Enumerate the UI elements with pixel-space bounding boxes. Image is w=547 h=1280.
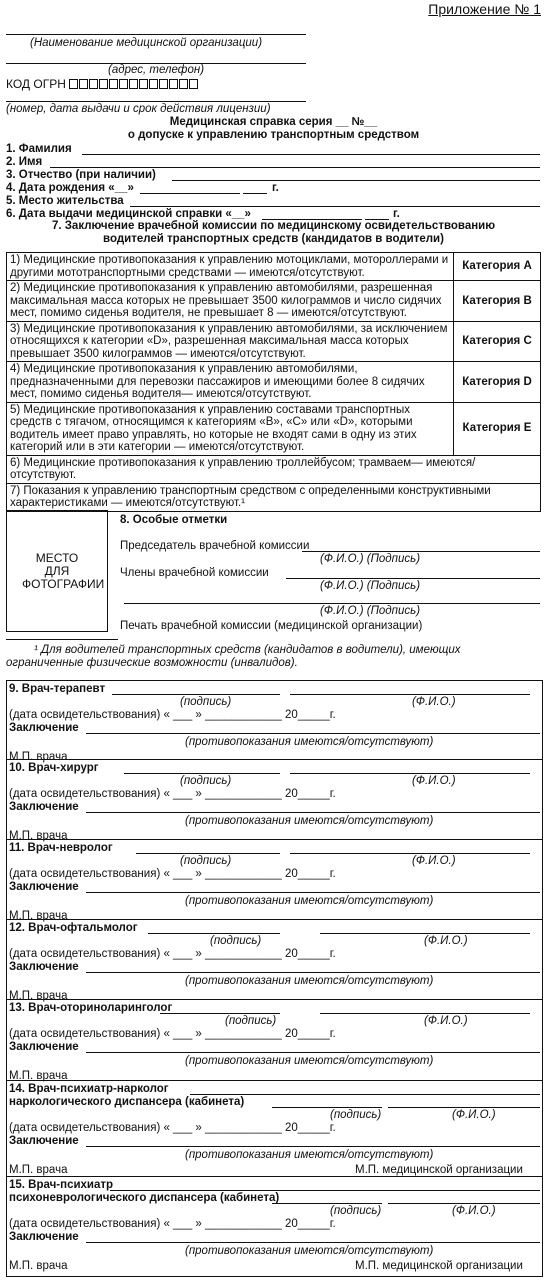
mp-organization: М.П. медицинской организации	[355, 1164, 523, 1176]
ogrn-label: КОД ОГРН	[6, 77, 66, 91]
mp-doctor: М.П. врача	[9, 1260, 68, 1272]
field-label: 6. Дата выдачи медицинской справки «__»	[6, 208, 251, 220]
org-name-line	[6, 34, 306, 35]
ogrn-digit-box[interactable]	[89, 79, 98, 89]
chair-caption: (Ф.И.О.) (Подпись)	[320, 553, 421, 565]
category-text: 5) Медицинские противопоказания к управлению составами транспортных средств с тягачом, относящимся к категориям «B», «C» или «D», которыми водитель имеет право управлять, но которые не входят сами в одну из этих категорий или в эти категории — имеются/отсутствуют.	[7, 402, 454, 455]
field-suffix: г.	[393, 208, 400, 220]
category-row	[7, 402, 541, 455]
category-text: 7) Показания к управлению транспортным средством с определенными конструктивными характеристиками — имеются/отсутствуют.¹	[7, 483, 541, 511]
members-line-1	[286, 578, 540, 579]
conclusion-line[interactable]	[86, 812, 540, 813]
doctor-title: 14. Врач-психиатр-нарколог	[9, 1083, 169, 1095]
exam-date: (дата освидетельствования) « ___ » ____________ 20_____г.	[9, 948, 336, 960]
conclusion-label: Заключение	[9, 881, 79, 893]
field-input-line[interactable]	[50, 167, 540, 168]
appendix-label: Приложение № 1	[428, 1, 541, 17]
category-text: 6) Медицинские противопоказания к управлению троллейбусом; трамваем— имеются/отсутствуют.	[7, 455, 541, 483]
conclusion-label: Заключение	[9, 1135, 79, 1147]
category-text: 1) Медицинские противопоказания к управлению мотоциклами, мотороллерами и другими мототранспортными средствами — имеются/отсутствуют.	[7, 253, 454, 281]
doctor-fio-line[interactable]	[388, 1107, 540, 1108]
ogrn-digit-box[interactable]	[109, 79, 118, 89]
field-input-line[interactable]	[172, 180, 540, 181]
signature-caption: (подпись)	[180, 775, 232, 787]
field-label: 5. Место жительства	[6, 195, 124, 207]
contra-caption: (противопоказания имеются/отсутствуют)	[185, 1149, 434, 1161]
doctor-signature-line[interactable]	[124, 773, 280, 774]
signature-caption: (подпись)	[330, 1205, 382, 1217]
signature-caption: (подпись)	[225, 1015, 277, 1027]
members-caption-1: (Ф.И.О.) (Подпись)	[320, 580, 421, 592]
ogrn-digit-box[interactable]	[69, 79, 78, 89]
footnote-rule	[6, 639, 118, 640]
doctor-subtitle: психоневрологического диспансера (кабинета)	[9, 1192, 280, 1204]
contra-caption: (противопоказания имеются/отсутствуют)	[185, 1245, 434, 1257]
doctor-subtitle: наркологического диспансера (кабинета)	[9, 1096, 245, 1108]
mp-organization: М.П. медицинской организации	[355, 1260, 523, 1272]
mp-doctor: М.П. врача	[9, 910, 68, 922]
category-label: Категория B	[454, 281, 541, 322]
members-line-2	[124, 603, 540, 604]
chair-line	[302, 551, 540, 552]
fio-caption: (Ф.И.О.)	[412, 775, 456, 787]
category-row	[7, 281, 541, 322]
conclusion-line[interactable]	[86, 892, 540, 893]
ogrn-digit-box[interactable]	[129, 79, 138, 89]
section8-title: 8. Особые отметки	[120, 514, 228, 526]
doctor-fio-line[interactable]	[388, 1203, 540, 1204]
conclusion-label: Заключение	[9, 722, 79, 734]
fio-caption: (Ф.И.О.)	[412, 696, 456, 708]
field-label: 4. Дата рождения «__»	[6, 182, 134, 194]
contra-caption: (противопоказания имеются/отсутствуют)	[185, 1055, 434, 1067]
category-text: 3) Медицинские противопоказания к управлению автомобилями, за исключением относящихся к категории «D», разрешенная максимальная масса которых превышает 3500 килограммов — имеются/отсутствуют.	[7, 321, 454, 362]
license-line	[6, 101, 306, 102]
category-row	[7, 321, 541, 362]
conclusion-line[interactable]	[86, 1242, 540, 1243]
doctor-title-line[interactable]	[110, 1190, 540, 1191]
certificate-subtitle: о допуске к управлению транспортным средством	[127, 129, 420, 141]
photo-placeholder: МЕСТО ДЛЯ ФОТОГРАФИИ	[6, 510, 108, 632]
fio-caption: (Ф.И.О.)	[452, 1109, 496, 1121]
fio-caption: (Ф.И.О.)	[424, 935, 468, 947]
doctor-signature-line[interactable]	[160, 1013, 280, 1014]
exam-date: (дата освидетельствования) « ___ » ____________ 20_____г.	[9, 1122, 336, 1134]
doctor-fio-line[interactable]	[320, 933, 530, 934]
contra-caption: (противопоказания имеются/отсутствуют)	[185, 895, 434, 907]
category-row	[7, 483, 541, 511]
contra-caption: (противопоказания имеются/отсутствуют)	[185, 736, 434, 748]
exam-date: (дата освидетельствования) « ___ » ____________ 20_____г.	[9, 1028, 336, 1040]
conclusion-line[interactable]	[86, 1052, 540, 1053]
license-caption: (номер, дата выдачи и срок действия лицензии)	[6, 103, 271, 115]
doctor-signature-line[interactable]	[112, 694, 280, 695]
fio-caption: (Ф.И.О.)	[452, 1205, 496, 1217]
category-row	[7, 362, 541, 403]
exam-date: (дата освидетельствования) « ___ » ____________ 20_____г.	[9, 709, 336, 721]
category-label: Категория D	[454, 362, 541, 403]
category-label: Категория A	[454, 253, 541, 281]
address-caption: (адрес, телефон)	[108, 64, 205, 76]
field-label: 1. Фамилия	[6, 143, 72, 155]
signature-caption: (подпись)	[330, 1109, 382, 1121]
categories-table	[6, 252, 541, 512]
exam-date: (дата освидетельствования) « ___ » ____________ 20_____г.	[9, 1218, 336, 1230]
field-input-line[interactable]	[82, 154, 540, 155]
category-row	[7, 253, 541, 281]
exam-date: (дата освидетельствования) « ___ » ____________ 20_____г.	[9, 788, 336, 800]
ogrn-digit-box[interactable]	[169, 79, 178, 89]
category-label: Категория E	[454, 402, 541, 455]
ogrn-digit-box[interactable]	[79, 79, 88, 89]
mp-doctor: М.П. врача	[9, 751, 68, 763]
ogrn-digit-box[interactable]	[99, 79, 108, 89]
doctor-title: 11. Врач-невролог	[9, 842, 113, 854]
mp-doctor: М.П. врача	[9, 1164, 68, 1176]
conclusion-line[interactable]	[86, 972, 540, 973]
contra-caption: (противопоказания имеются/отсутствуют)	[185, 975, 434, 987]
doctor-fio-line[interactable]	[290, 773, 530, 774]
conclusion-label: Заключение	[9, 1231, 79, 1243]
footnote: ¹ Для водителей транспортных средств (кандидатов в водители), имеющих ограниченные физические возможности (инвалидов).	[6, 644, 461, 669]
mp-doctor: М.П. врача	[9, 1070, 68, 1082]
mp-doctor: М.П. врача	[9, 990, 68, 1002]
contra-caption: (противопоказания имеются/отсутствуют)	[185, 815, 434, 827]
doctor-signature-line[interactable]	[272, 1107, 382, 1108]
chair-label: Председатель врачебной комиссии	[120, 540, 310, 552]
category-text: 4) Медицинские противопоказания к управлению автомобилями, предназначенными для перевозки пассажиров и имеющими более 8 сидячих мест, помимо сиденья водителя— имеются/отсутствуют.	[7, 362, 454, 403]
doctor-fio-line[interactable]	[290, 853, 530, 854]
conclusion-line[interactable]	[86, 1146, 540, 1147]
org-name-caption: (Наименование медицинской организации)	[30, 37, 263, 49]
doctor-signature-line[interactable]	[272, 1203, 382, 1204]
ogrn-digit-box[interactable]	[179, 79, 188, 89]
field-input-line[interactable]	[140, 193, 240, 194]
conclusion-label: Заключение	[9, 801, 79, 813]
doctor-fio-line[interactable]	[290, 694, 530, 695]
field-label: 2. Имя	[6, 156, 43, 168]
doctor-signature-line[interactable]	[136, 853, 280, 854]
field-suffix: г.	[272, 182, 279, 194]
signature-caption: (подпись)	[210, 935, 262, 947]
doctor-fio-line[interactable]	[320, 1013, 530, 1014]
members-caption-2: (Ф.И.О.) (Подпись)	[320, 605, 421, 617]
signature-caption: (подпись)	[180, 696, 232, 708]
doctor-title: 9. Врач-терапевт	[9, 683, 106, 695]
category-row	[7, 455, 541, 483]
doctor-title: 12. Врач-офтальмолог	[9, 922, 138, 934]
conclusion-line[interactable]	[86, 733, 540, 734]
doctor-title: 15. Врач-психиатр	[9, 1179, 114, 1191]
fio-caption: (Ф.И.О.)	[412, 855, 456, 867]
seal-label: Печать врачебной комиссии (медицинской организации)	[120, 620, 423, 632]
field-label: 3. Отчество (при наличии)	[6, 169, 156, 181]
section7-subtitle: водителей транспортных средств (кандидатов в водители)	[103, 233, 444, 245]
conclusion-label: Заключение	[9, 1041, 79, 1053]
ogrn-digit-box[interactable]	[189, 79, 198, 89]
ogrn-row	[6, 78, 199, 91]
ogrn-digit-box[interactable]	[159, 79, 168, 89]
certificate-title: Медицинская справка серия __ №__	[169, 116, 378, 128]
doctor-title: 10. Врач-хирург	[9, 762, 99, 774]
doctor-title-line[interactable]	[190, 1094, 540, 1095]
conclusion-label: Заключение	[9, 961, 79, 973]
doctor-signature-line[interactable]	[148, 933, 280, 934]
field-input-line[interactable]	[243, 193, 267, 194]
members-label: Члены врачебной комиссии	[120, 567, 269, 579]
exam-date: (дата освидетельствования) « ___ » ____________ 20_____г.	[9, 868, 336, 880]
ogrn-digit-box[interactable]	[149, 79, 158, 89]
signature-caption: (подпись)	[180, 855, 232, 867]
category-text: 2) Медицинские противопоказания к управлению автомобилями, разрешенная максимальная масса которых не превышает 3500 килограммов и число сидячих мест, помимо сиденья водителя, не превышает 8 — имеются/отсутствуют.	[7, 281, 454, 322]
category-label: Категория C	[454, 321, 541, 362]
ogrn-digit-box[interactable]	[119, 79, 128, 89]
mp-doctor: М.П. врача	[9, 830, 68, 842]
ogrn-boxes	[69, 77, 199, 91]
fio-caption: (Ф.И.О.)	[424, 1015, 468, 1027]
doctor-title: 13. Врач-оториноларинголог	[9, 1002, 173, 1014]
ogrn-digit-box[interactable]	[139, 79, 148, 89]
section7-title: 7. Заключение врачебной комиссии по медицинскому освидетельствованию	[51, 220, 496, 232]
field-input-line[interactable]	[130, 206, 540, 207]
